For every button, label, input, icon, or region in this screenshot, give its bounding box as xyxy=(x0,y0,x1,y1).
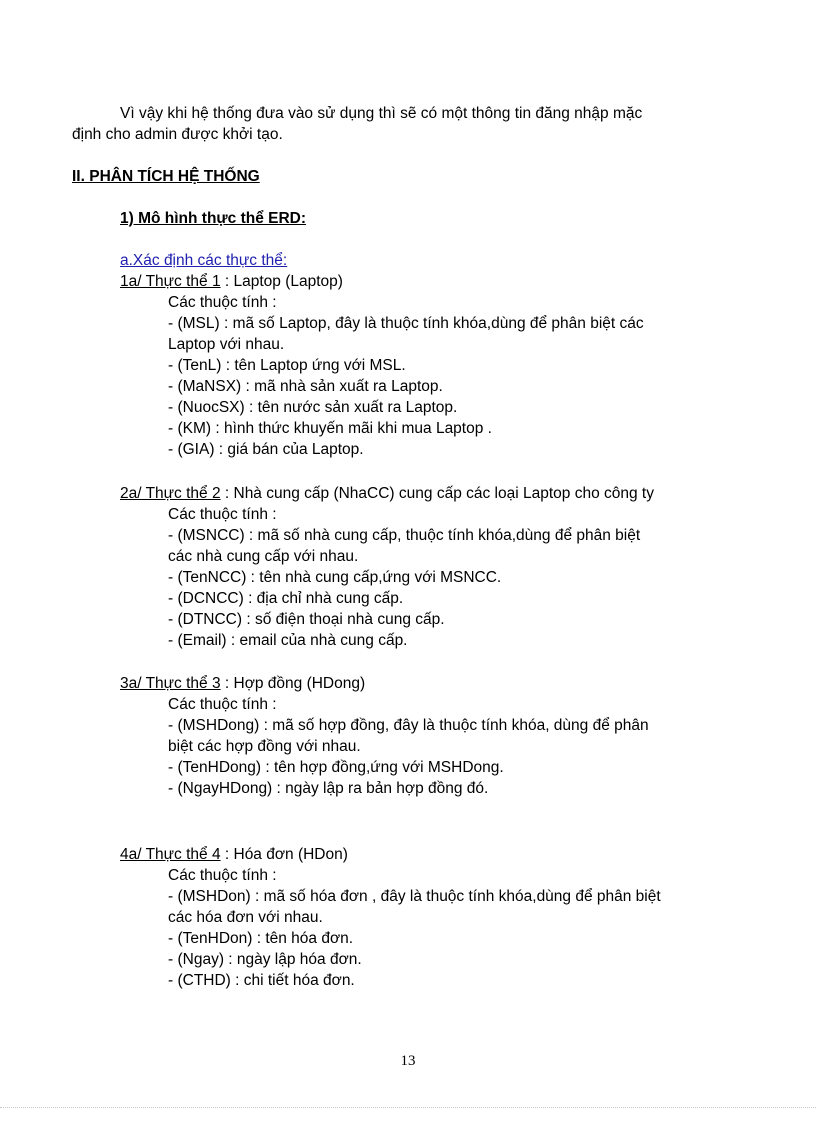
entity-name: : Hóa đơn (HDon) xyxy=(220,846,348,863)
entity-title xyxy=(120,674,365,694)
attribute-line: - (TenL) : tên Laptop ứng với MSL. xyxy=(168,357,406,374)
entity-name: : Nhà cung cấp (NhaCC) cung cấp các loại Laptop cho công ty xyxy=(220,485,654,502)
entity-title xyxy=(120,484,654,504)
attribute-line: - (KM) : hình thức khuyến mãi khi mua Laptop . xyxy=(168,420,492,437)
attribute-line: - (MSL) : mã số Laptop, đây là thuộc tính khóa,dùng để phân biệt các xyxy=(168,315,644,332)
entity-label: 3a/ Thực thể 3 xyxy=(120,675,221,692)
page-number: 13 xyxy=(400,1053,416,1069)
attribute-line: - (Email) : email của nhà cung cấp. xyxy=(168,632,408,649)
intro-line-1: Vì vậy khi hệ thống đưa vào sử dụng thì sẽ có một thông tin đăng nhập mặc xyxy=(120,105,643,122)
attribute-line: - (NgayHDong) : ngày lập ra bản hợp đồng đó. xyxy=(168,780,489,797)
attribute-line: các nhà cung cấp với nhau. xyxy=(168,548,359,565)
entity-label: 1a/ Thực thể 1 xyxy=(120,273,221,290)
entities-heading: a.Xác định các thực thể: xyxy=(120,252,288,269)
attribute-heading: Các thuộc tính : xyxy=(168,696,277,713)
attribute-line: - (TenHDon) : tên hóa đơn. xyxy=(168,930,354,947)
attribute-heading: Các thuộc tính : xyxy=(168,506,277,523)
attribute-line: Laptop với nhau. xyxy=(168,336,285,353)
entity-name: : Hợp đồng (HDong) xyxy=(220,675,366,692)
attribute-line: - (DCNCC) : địa chỉ nhà cung cấp. xyxy=(168,590,404,607)
attribute-line: - (MaNSX) : mã nhà sản xuất ra Laptop. xyxy=(168,378,443,395)
attribute-line: - (Ngay) : ngày lập hóa đơn. xyxy=(168,951,362,968)
page-divider xyxy=(0,1107,816,1108)
intro-line-2: định cho admin được khởi tạo. xyxy=(72,126,283,143)
attribute-line: - (MSNCC) : mã số nhà cung cấp, thuộc tính khóa,dùng để phân biệt xyxy=(168,527,641,544)
section-heading: II. PHÂN TÍCH HỆ THỐNG xyxy=(72,168,260,185)
attribute-line: - (MSHDon) : mã số hóa đơn , đây là thuộc tính khóa,dùng để phân biệt xyxy=(168,888,661,905)
entity-label: 4a/ Thực thể 4 xyxy=(120,846,221,863)
entity-title xyxy=(120,272,343,292)
attribute-line: - (GIA) : giá bán của Laptop. xyxy=(168,441,364,458)
entity-label: 2a/ Thực thể 2 xyxy=(120,485,221,502)
attribute-heading: Các thuộc tính : xyxy=(168,294,277,311)
attribute-line: - (MSHDong) : mã số hợp đồng, đây là thuộc tính khóa, dùng để phân xyxy=(168,717,649,734)
attribute-heading: Các thuộc tính : xyxy=(168,867,277,884)
attribute-line: - (DTNCC) : số điện thoại nhà cung cấp. xyxy=(168,611,445,628)
attribute-line: - (TenHDong) : tên hợp đồng,ứng với MSHDong. xyxy=(168,759,504,776)
attribute-line: biệt các hợp đồng với nhau. xyxy=(168,738,361,755)
attribute-line: - (NuocSX) : tên nước sản xuất ra Laptop. xyxy=(168,399,458,416)
subsection-heading: 1) Mô hình thực thể ERD: xyxy=(120,210,307,227)
attribute-line: các hóa đơn với nhau. xyxy=(168,909,323,926)
attribute-line: - (CTHD) : chi tiết hóa đơn. xyxy=(168,972,355,989)
entity-title xyxy=(120,845,348,865)
attribute-line: - (TenNCC) : tên nhà cung cấp,ứng với MSNCC. xyxy=(168,569,502,586)
entity-name: : Laptop (Laptop) xyxy=(220,273,343,290)
